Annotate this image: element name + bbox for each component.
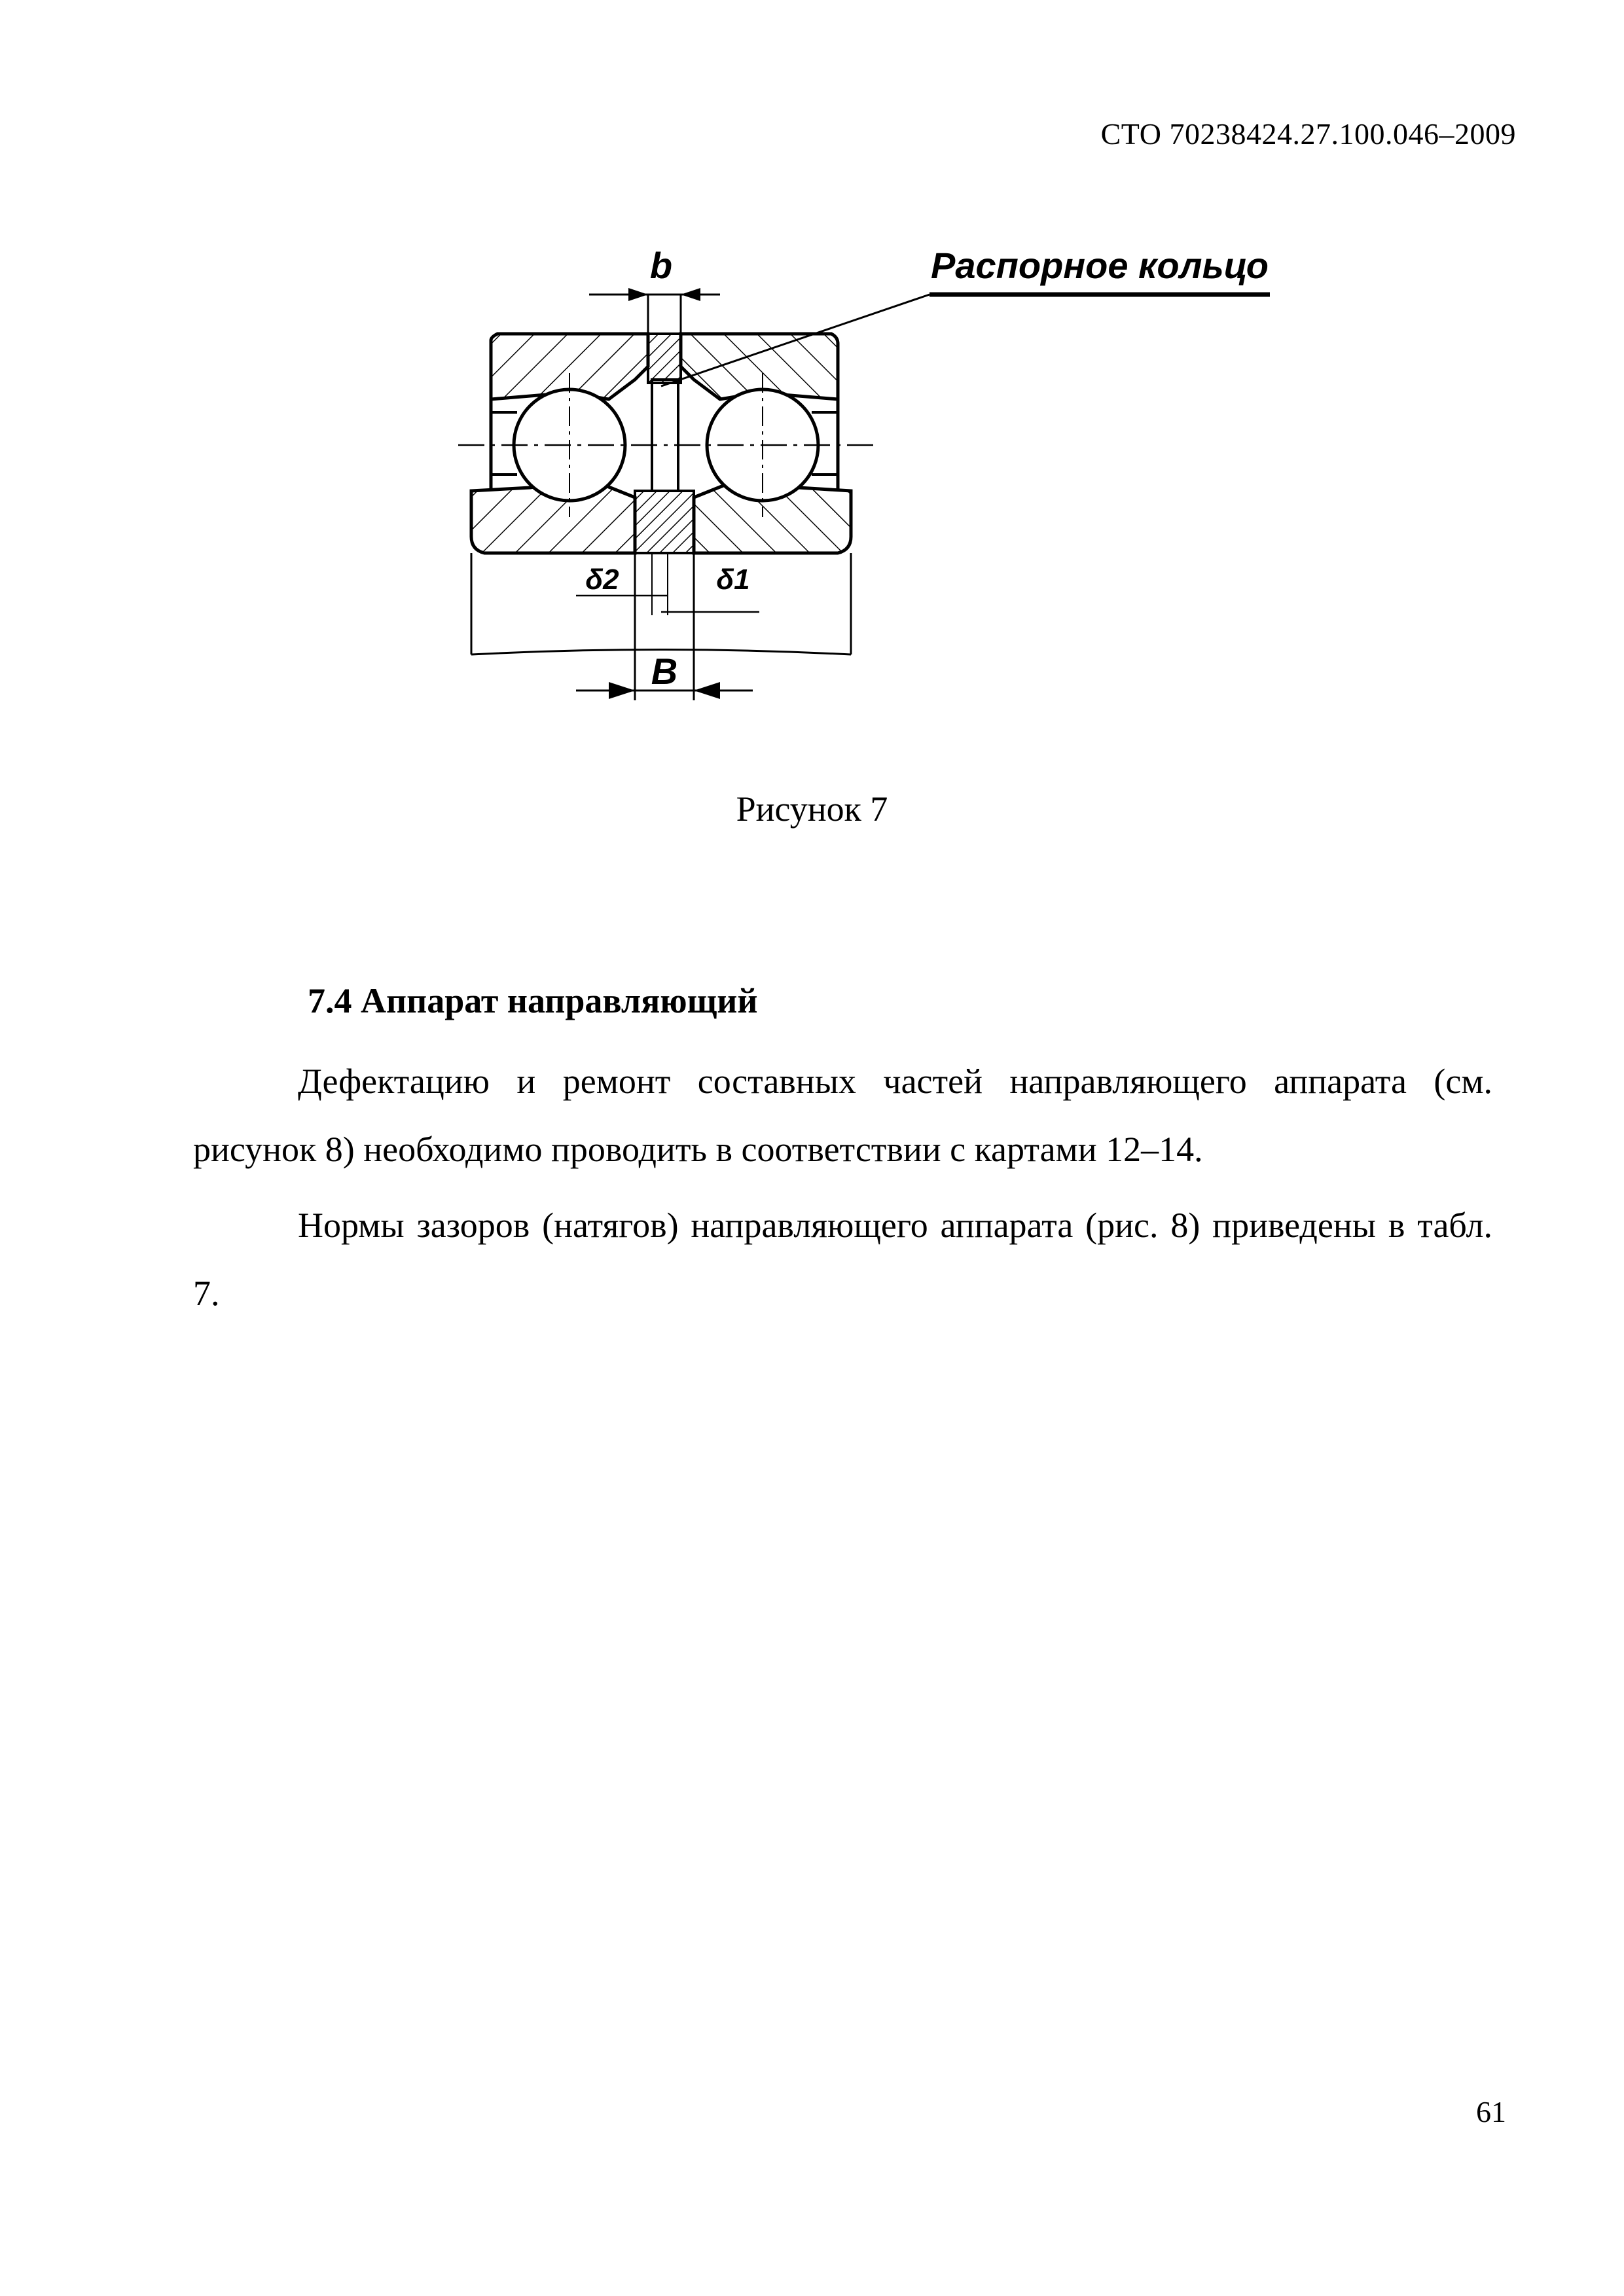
paragraph-text: Дефектацию и ремонт составных частей направляющего аппарата (см. рисунок 8) необходимо проводить в соответствии с картами 12–14. <box>193 1062 1492 1169</box>
bearing-cross-section-drawing <box>445 223 1296 720</box>
dimension-b-large-label: B <box>651 651 678 692</box>
spacer-ring-shaft <box>652 380 678 491</box>
spacer-ring-top <box>648 334 681 383</box>
dimension-b-small-label: b <box>649 245 673 286</box>
bearing-drawing-figure <box>445 223 1296 720</box>
paragraph <box>193 1047 1492 1183</box>
paragraph-text: Нормы зазоров (натягов) направляющего аппарата (рис. 8) приведены в табл. 7. <box>193 1206 1492 1313</box>
page-number: 61 <box>1476 2095 1506 2128</box>
spacer-ring-bottom <box>635 491 694 553</box>
figure-caption: Рисунок 7 <box>736 789 888 829</box>
document-code: СТО 70238424.27.100.046–2009 <box>1100 117 1516 151</box>
dimension-delta1-label: δ1 <box>716 564 750 596</box>
spacer-ring-callout-label: Распорное кольцо <box>931 245 1269 286</box>
paragraph <box>193 1191 1492 1327</box>
dimension-delta2-label: δ2 <box>585 564 619 596</box>
section-heading: 7.4 Аппарат направляющий <box>308 981 758 1020</box>
